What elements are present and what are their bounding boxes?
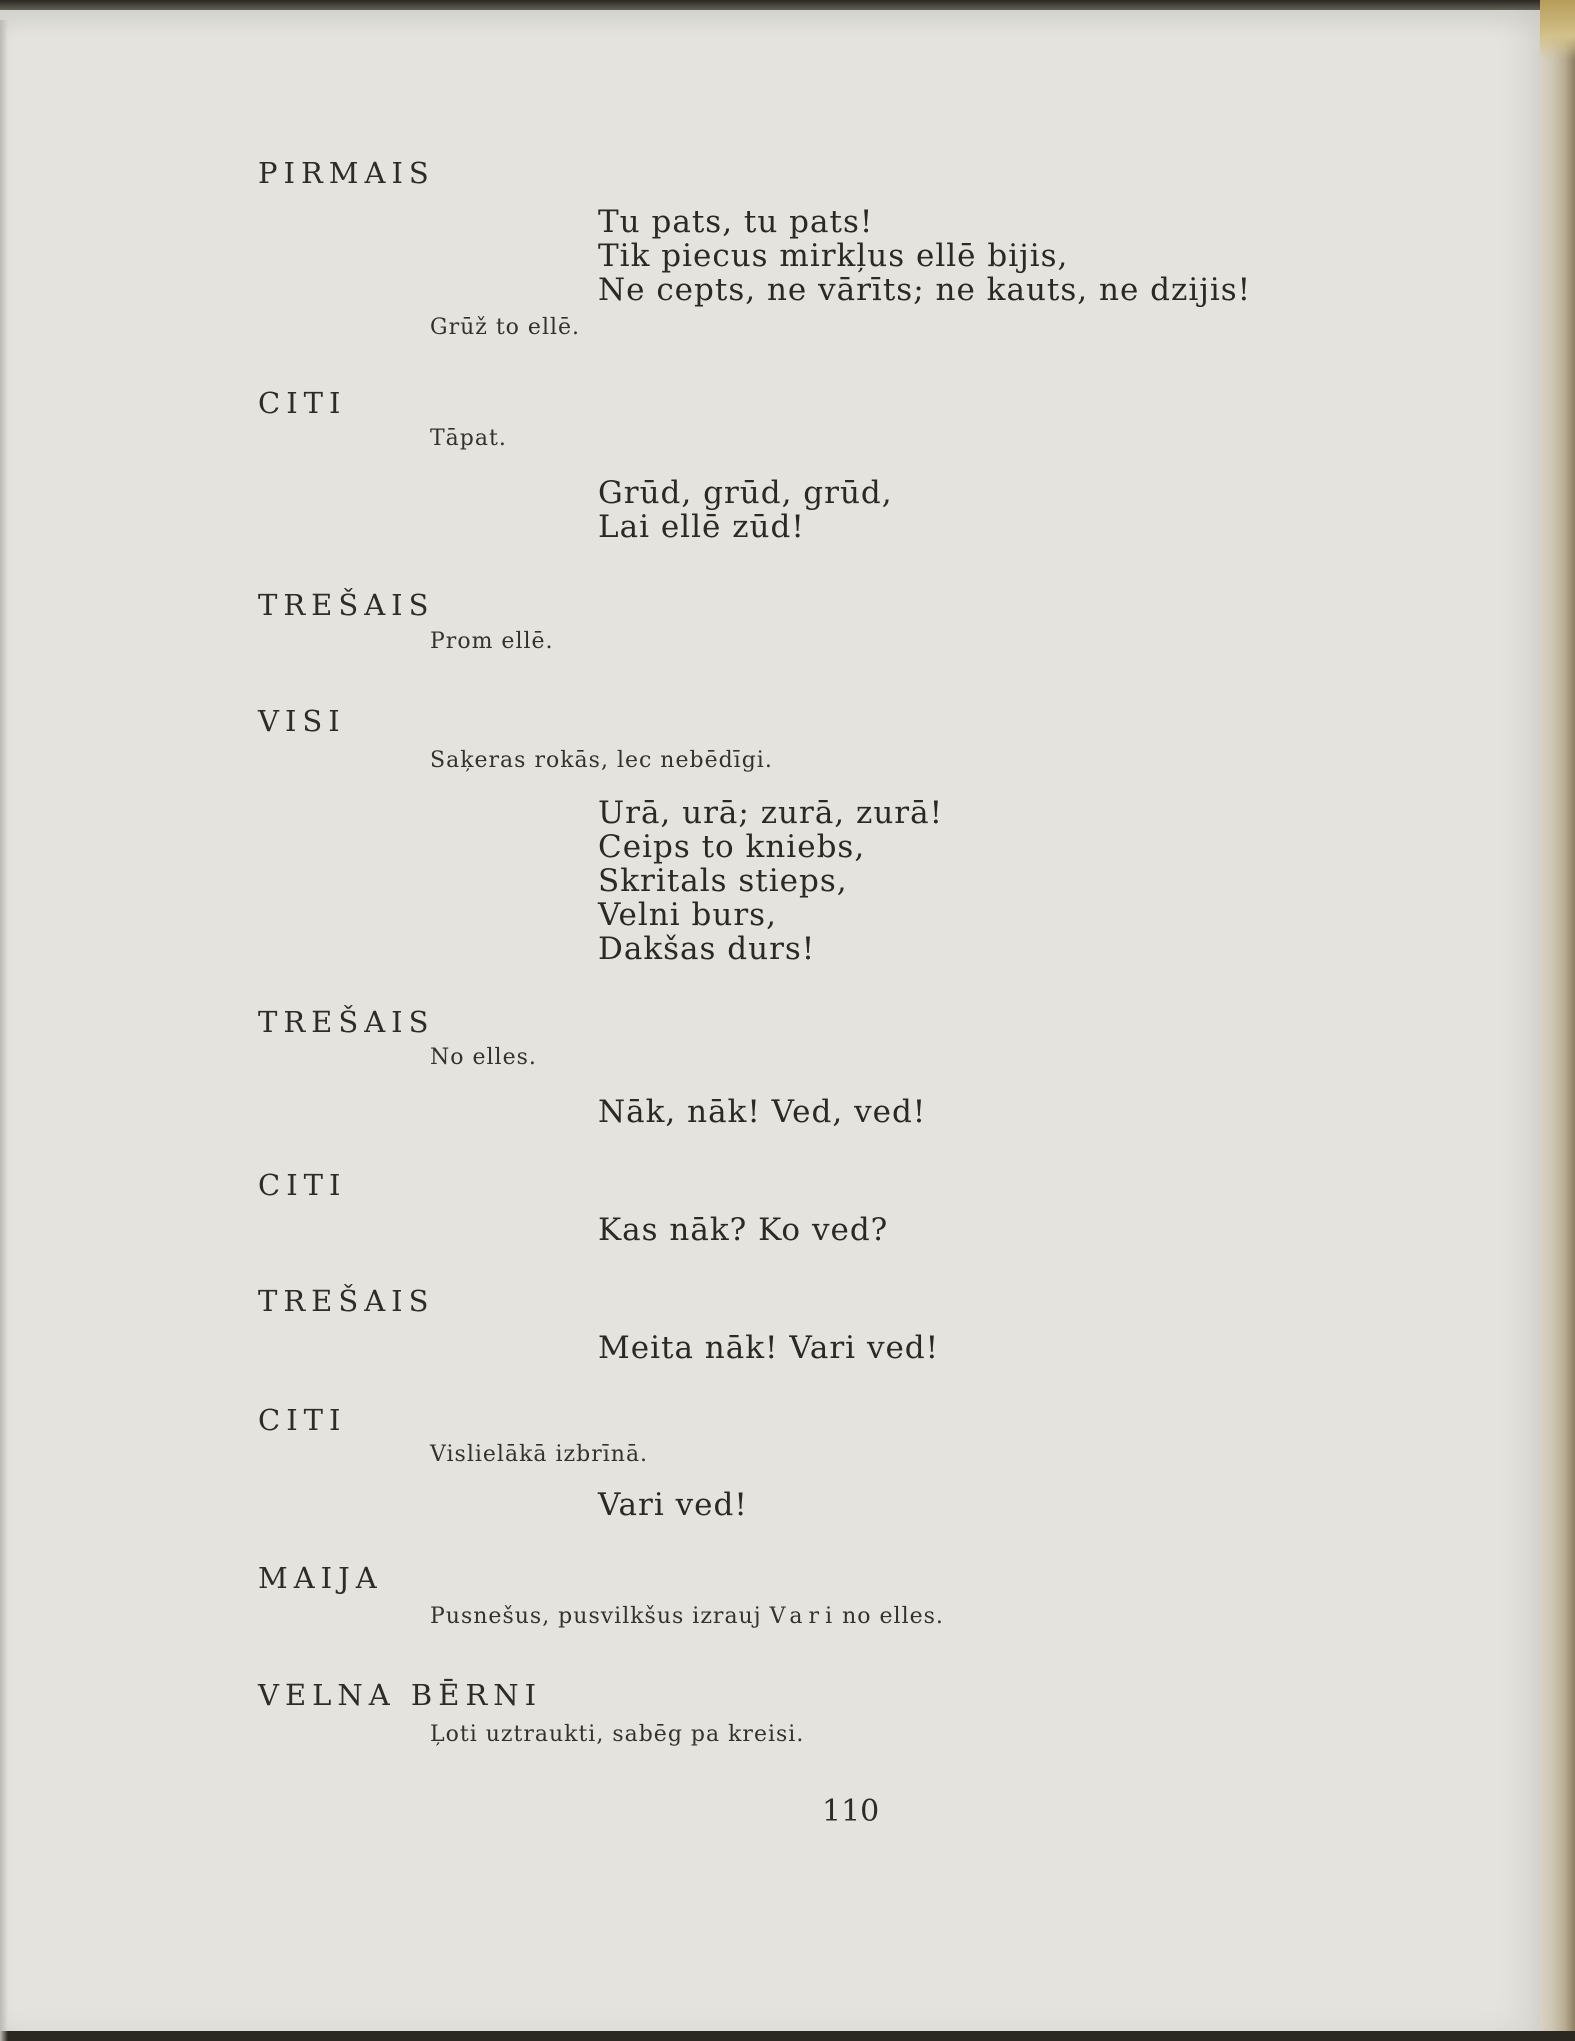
verse-line: Urā, urā; zurā, zurā!: [598, 795, 944, 831]
character-name-spaced: Vari: [769, 1604, 839, 1629]
verse-line: Vari ved!: [598, 1487, 748, 1523]
book-page: [0, 10, 1540, 2031]
stage-direction: Prom ellē.: [430, 629, 554, 654]
verse-line: Velni burs,: [598, 897, 777, 933]
verse-lines: [598, 205, 1251, 307]
verse-line: Lai ellē zūd!: [598, 509, 805, 545]
stage-direction: [430, 1604, 944, 1629]
verse-line: Tik piecus mirkļus ellē bijis,: [598, 238, 1069, 274]
stage-direction: Ļoti uztraukti, sabēg pa kreisi.: [430, 1722, 805, 1747]
verse-line: Meita nāk! Vari ved!: [598, 1330, 940, 1366]
speaker-name: TREŠAIS: [258, 588, 435, 622]
book-binding-edge: [1540, 0, 1575, 2031]
verse-line: Grūd, grūd, grūd,: [598, 475, 893, 511]
speaker-name: CITI: [258, 386, 347, 420]
speaker-name: VISI: [258, 704, 346, 738]
stage-direction: Tāpat.: [430, 426, 507, 451]
verse-lines: [598, 1331, 939, 1365]
verse-line: Nāk, nāk! Ved, ved!: [598, 1094, 927, 1130]
verse-lines: [598, 796, 943, 966]
speaker-name: VELNA BĒRNI: [258, 1678, 543, 1712]
speaker-name: MAIJA: [258, 1561, 383, 1595]
speaker-name: TREŠAIS: [258, 1284, 435, 1318]
verse-line: Ceips to kniebs,: [598, 829, 866, 865]
verse-line: Dakšas durs!: [598, 931, 816, 967]
page-number: 110: [822, 1794, 880, 1829]
stage-text: no elles.: [842, 1604, 944, 1629]
speaker-name: CITI: [258, 1403, 347, 1437]
verse-line: Skritals stieps,: [598, 863, 848, 899]
stage-direction: No elles.: [430, 1045, 537, 1070]
verse-lines: [598, 476, 893, 544]
stage-direction: Saķeras rokās, lec nebēdīgi.: [430, 748, 773, 773]
binding-gold-corner: [1540, 0, 1575, 60]
speaker-name: CITI: [258, 1168, 347, 1202]
stage-direction: Grūž to ellē.: [430, 315, 581, 340]
speaker-name: TREŠAIS: [258, 1005, 435, 1039]
verse-lines: [598, 1095, 926, 1129]
page-left-edge: [0, 20, 8, 2041]
speaker-name: PIRMAIS: [258, 156, 435, 190]
verse-lines: [598, 1488, 748, 1522]
stage-text: Pusnešus, pusvilkšus izrauj: [430, 1604, 762, 1629]
verse-line: Ne cepts, ne vārīts; ne kauts, ne dzijis!: [598, 272, 1252, 308]
stage-direction: Vislielākā izbrīnā.: [430, 1442, 649, 1467]
verse-line: Kas nāk? Ko ved?: [598, 1212, 889, 1248]
verse-lines: [598, 1213, 888, 1247]
verse-line: Tu pats, tu pats!: [598, 204, 874, 240]
